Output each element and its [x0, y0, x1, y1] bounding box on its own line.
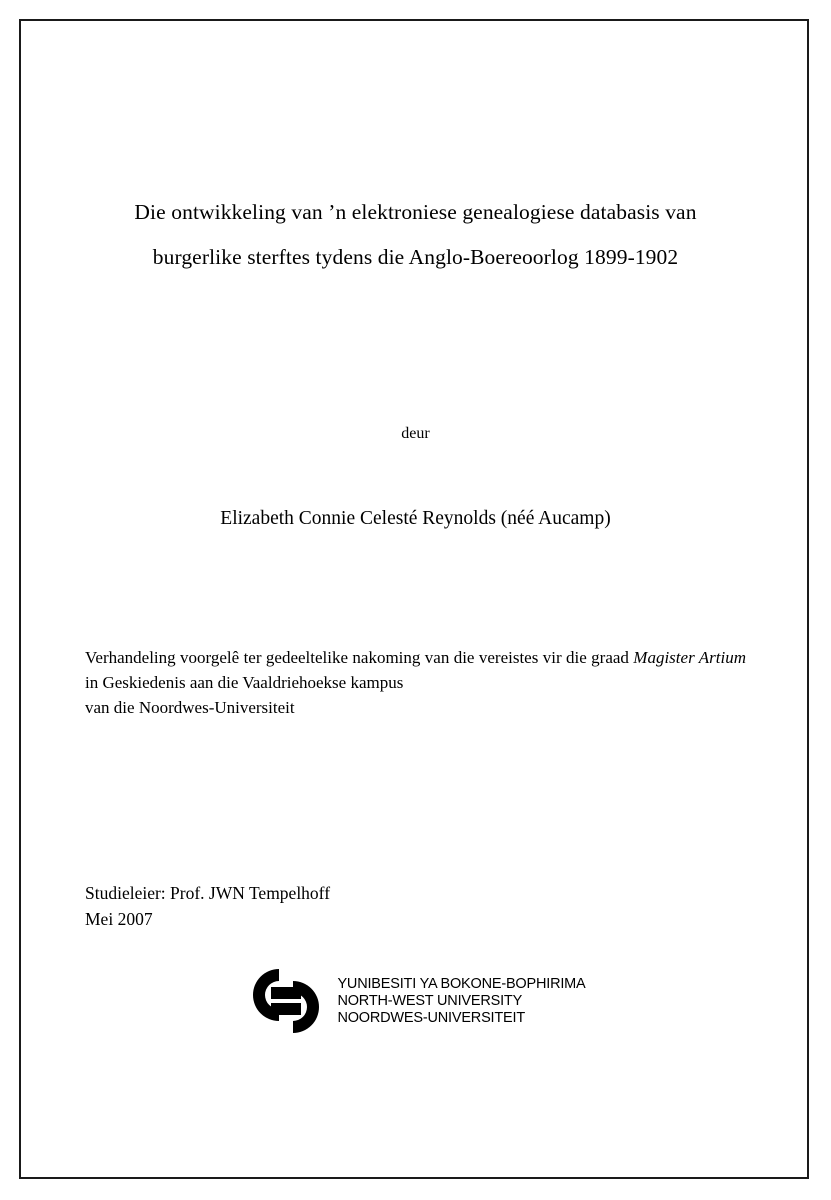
logo-text	[337, 976, 585, 1027]
supervisor-block	[85, 880, 330, 932]
author-name: Elizabeth Connie Celesté Reynolds (néé Aucamp)	[220, 508, 611, 529]
title-line-1: Die ontwikkeling van ’n elektroniese genealogiese databasis van	[134, 200, 697, 224]
logo-text-line-3: NOORDWES-UNIVERSITEIT	[337, 1009, 525, 1026]
degree-statement-paragraph	[85, 645, 746, 695]
page-title	[85, 190, 746, 280]
statement-part-1: Verhandeling voorgelê ter gedeeltelike nakoming van die vereistes vir die graad	[85, 648, 634, 667]
university-logo	[0, 965, 831, 1037]
byline-label: deur	[401, 425, 430, 442]
date-line: Mei 2007	[85, 909, 153, 929]
supervisor-line: Studieleier: Prof. JWN Tempelhoff	[85, 883, 331, 903]
logo-text-line-2: NORTH-WEST UNIVERSITY	[337, 992, 523, 1009]
degree-name: Magister Artium	[633, 648, 746, 667]
title-line-2: burgerlike sterftes tydens die Anglo-Boereoorlog 1899-1902	[152, 245, 679, 269]
statement-part-2: in Geskiedenis aan die Vaaldriehoekse kampus	[85, 673, 404, 692]
nwu-logo-icon	[245, 965, 327, 1037]
degree-statement	[85, 645, 746, 720]
statement-part-3: van die Noordwes-Universiteit	[85, 698, 295, 717]
logo-text-line-1: YUNIBESITI YA BOKONE-BOPHIRIMA	[337, 975, 586, 992]
